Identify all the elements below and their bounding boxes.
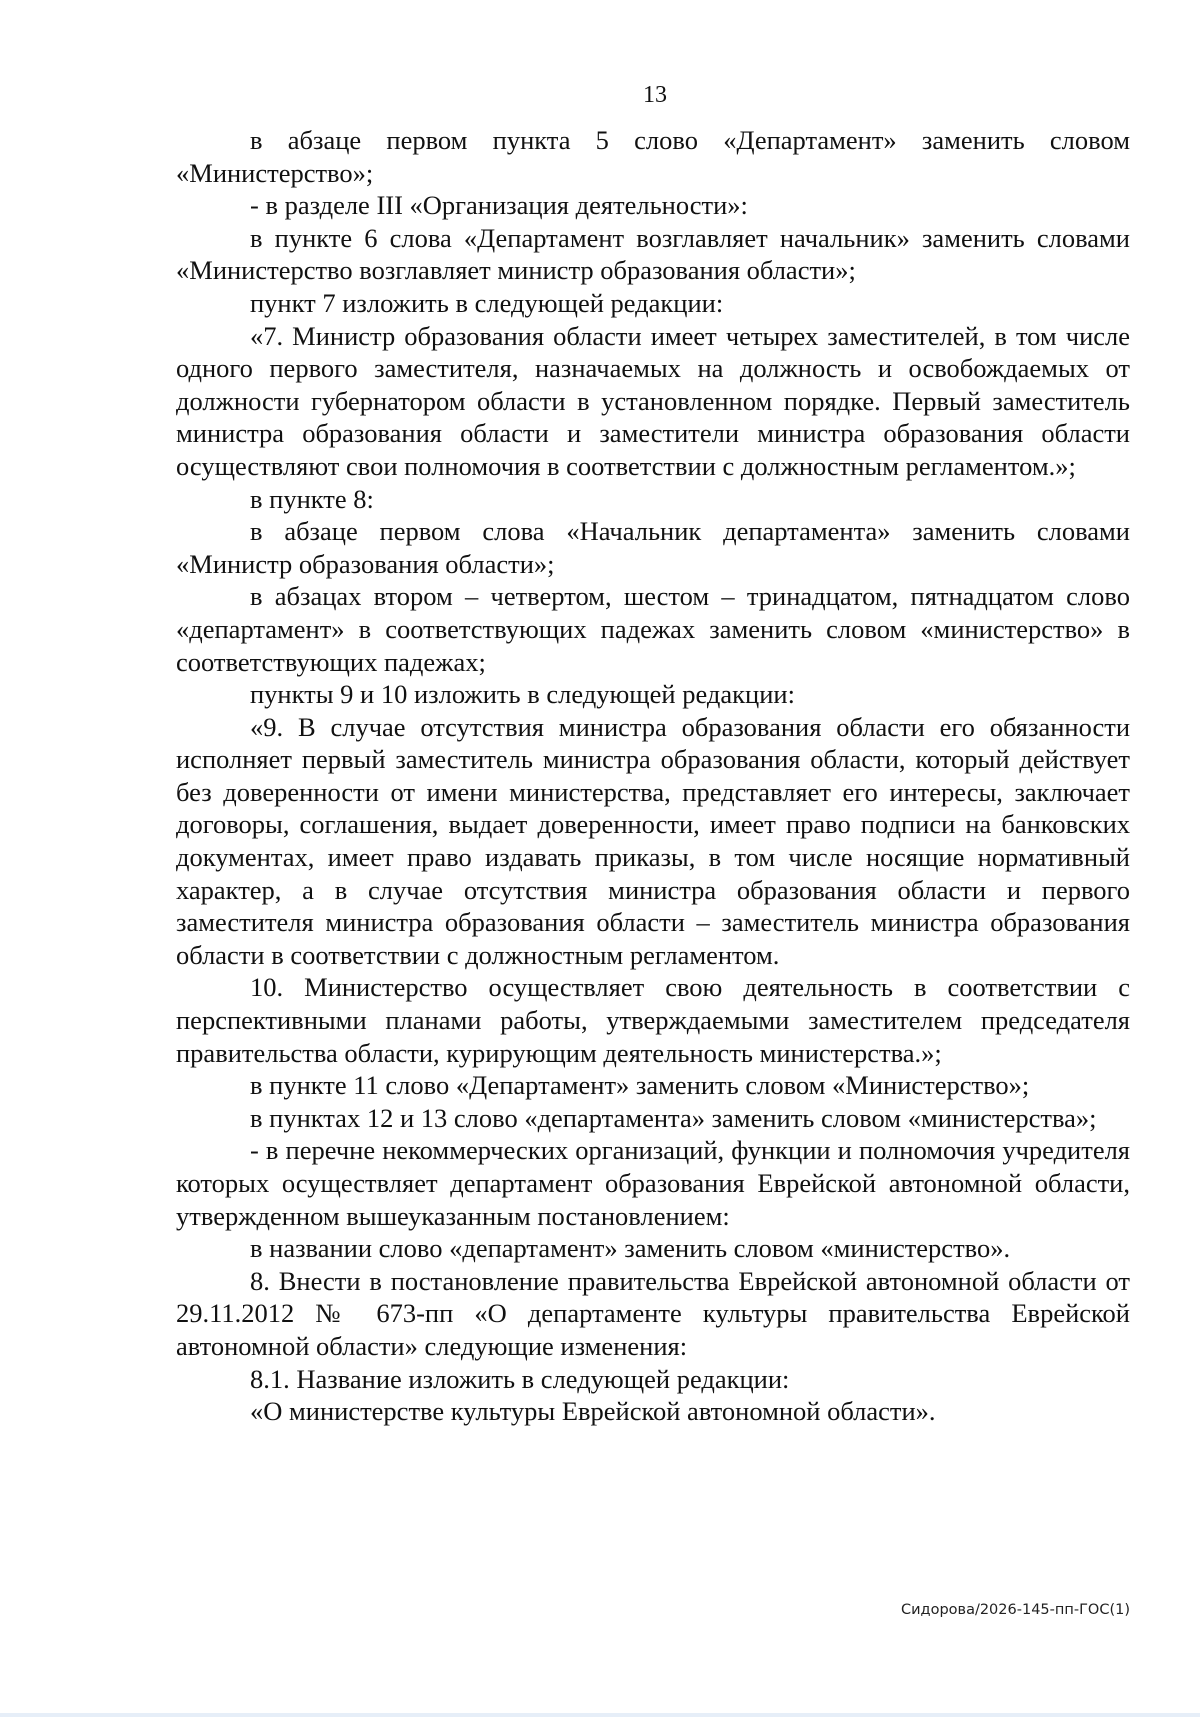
paragraph: пункт 7 изложить в следующей редакции: bbox=[250, 287, 724, 318]
paragraph: в пункте 8: bbox=[250, 483, 374, 514]
paragraph: в абзаце первом слова «Начальник департамента» заменить словами «Министр образования области»; bbox=[176, 516, 1130, 579]
paragraph: «7. Министр образования области имеет четырех заместителей, в том числе одного первого заместителя, назначаемых на должность и освобождаемых от должности губернатором области в установленном порядке. Первый заместитель министра образования области и заместители министра образования области осуществляют свои полномочия в соответствии с должностным регламентом.»; bbox=[176, 320, 1130, 481]
paragraph: - в перечне некоммерческих организаций, функции и полномочия учредителя которых осуществляет департамент образования Еврейской автономной области, утвержденном вышеуказанным постановлением: bbox=[176, 1135, 1130, 1231]
document-footer-code: Сидорова/2026-145-пп-ГОС(1) bbox=[901, 1602, 1130, 1618]
document-body bbox=[176, 124, 1130, 1428]
scan-bottom-edge bbox=[0, 1713, 1200, 1717]
paragraph: в абзацах втором – четвертом, шестом – тринадцатом, пятнадцатом слово «департамент» в соответствующих падежах заменить словом «министерство» в соответствующих падежах; bbox=[176, 581, 1130, 677]
paragraph: в пункте 6 слова «Департамент возглавляет начальник» заменить словами «Министерство возглавляет министр образования области»; bbox=[176, 222, 1130, 286]
paragraph: в пунктах 12 и 13 слово «департамента» заменить словом «министерства»; bbox=[250, 1102, 1097, 1133]
paragraph: - в разделе III «Организация деятельности»: bbox=[250, 190, 748, 221]
paragraph: пункты 9 и 10 изложить в следующей редакции: bbox=[250, 679, 795, 710]
paragraph: 10. Министерство осуществляет свою деятельность в соответствии с перспективными планами работы, утверждаемыми заместителем председателя правительства области, курирующим деятельность министерства.»; bbox=[176, 972, 1130, 1068]
paragraph: 8.1. Название изложить в следующей редакции: bbox=[250, 1363, 790, 1394]
paragraph: «9. В случае отсутствия министра образования области его обязанности исполняет первый заместитель министра образования области, который действует без доверенности от имени министерства, представляет его интересы, заключает договоры, соглашения, выдает доверенности, имеет право подписи на банковских документах, имеет право издавать приказы, в том числе носящие нормативный характер, а в случае отсутствия министра образования области и первого заместителя министра образования области – заместитель министра образования области в соответствии с должностным регламентом. bbox=[176, 711, 1130, 970]
paragraph: в абзаце первом пункта 5 слово «Департамент» заменить словом «Министерство»; bbox=[176, 125, 1130, 188]
paragraph: в пункте 11 слово «Департамент» заменить словом «Министерство»; bbox=[250, 1070, 1030, 1101]
paragraph: 8. Внести в постановление правительства Еврейской автономной области от 29.11.2012 № 673-пп «О департаменте культуры правительства Еврейской автономной области» следующие изменения: bbox=[176, 1265, 1130, 1361]
page-number: 13 bbox=[643, 82, 667, 108]
paragraph: «О министерстве культуры Еврейской автономной области». bbox=[250, 1396, 936, 1427]
paragraph: в названии слово «департамент» заменить словом «министерство». bbox=[250, 1233, 1011, 1264]
